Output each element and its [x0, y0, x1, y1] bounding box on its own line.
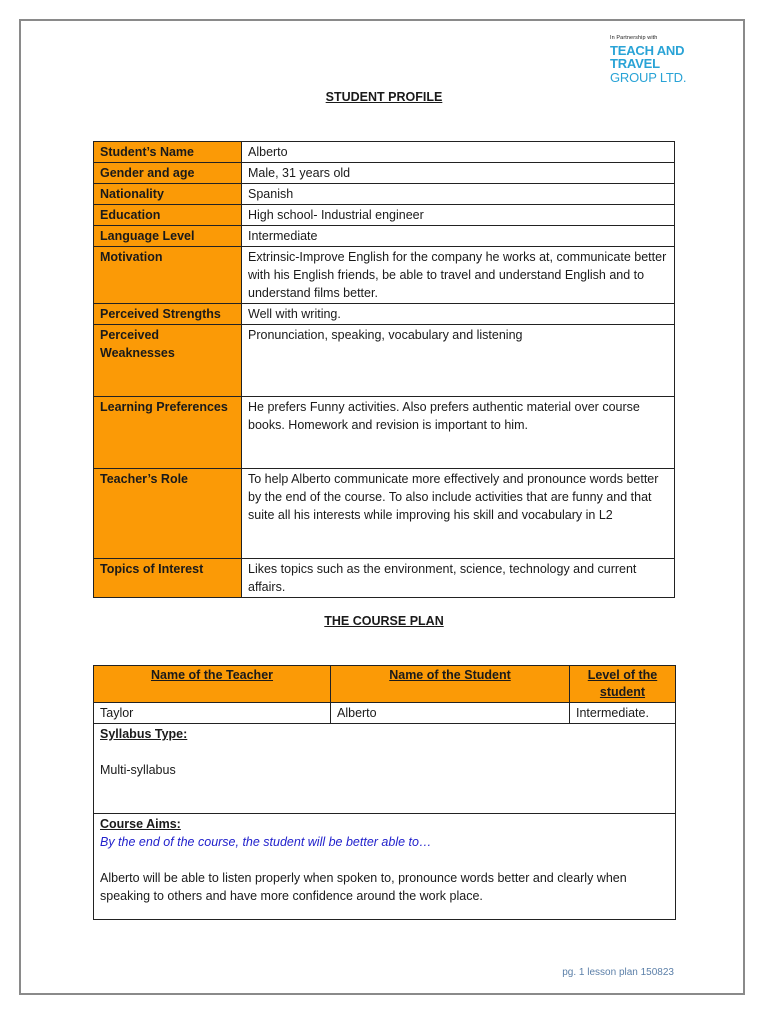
- course-plan-heading: THE COURSE PLAN: [324, 614, 444, 628]
- student-level: Intermediate.: [570, 703, 676, 724]
- table-row: [94, 304, 675, 325]
- syllabus-cell: [94, 724, 676, 814]
- table-row: [94, 142, 675, 163]
- header-level: Level of the student: [570, 666, 676, 703]
- header-teacher: Name of the Teacher: [94, 666, 331, 703]
- table-row: [94, 226, 675, 247]
- row-label: Language Level: [94, 226, 242, 247]
- student-profile-heading: STUDENT PROFILE: [325, 90, 443, 104]
- syllabus-label: Syllabus Type:: [100, 727, 188, 741]
- aims-label: Course Aims:: [100, 817, 181, 831]
- table-row: [94, 559, 675, 598]
- student-name: Alberto: [331, 703, 570, 724]
- row-label: Learning Preferences: [94, 397, 242, 469]
- syllabus-value: Multi-syllabus: [100, 763, 176, 777]
- row-value: Male, 31 years old: [242, 163, 675, 184]
- aims-cell: [94, 814, 676, 920]
- syllabus-row: [94, 724, 676, 814]
- row-label: Nationality: [94, 184, 242, 205]
- table-row: [94, 184, 675, 205]
- table-row: [94, 247, 675, 304]
- row-value: Alberto: [242, 142, 675, 163]
- table-row: [94, 469, 675, 559]
- logo-tagline: In Partnership with: [610, 35, 658, 41]
- logo-line-2: GROUP LTD.: [610, 69, 687, 85]
- partner-logo: [610, 36, 730, 84]
- table-row: [94, 397, 675, 469]
- row-label: Gender and age: [94, 163, 242, 184]
- row-value: Intermediate: [242, 226, 675, 247]
- row-value: Likes topics such as the environment, science, technology and current affairs.: [242, 559, 675, 598]
- row-value: To help Alberto communicate more effectively and pronounce words better by the end of the course. To also include activities that are funny and that suite all his interests while improving his skill and vocabulary in L2: [242, 469, 675, 559]
- row-label: Topics of Interest: [94, 559, 242, 598]
- logo-line-1: TEACH AND TRAVEL: [610, 42, 685, 71]
- table-row: [94, 205, 675, 226]
- row-label: Education: [94, 205, 242, 226]
- row-label: Perceived Strengths: [94, 304, 242, 325]
- aims-intro: By the end of the course, the student will be better able to…: [100, 835, 432, 849]
- aims-text: Alberto will be able to listen properly when spoken to, pronounce words better and clearly when speaking to others and have more confidence around the work place.: [100, 871, 627, 903]
- table-row: [94, 325, 675, 397]
- header-student: Name of the Student: [331, 666, 570, 703]
- course-plan-table: [93, 665, 676, 920]
- row-label: Teacher’s Role: [94, 469, 242, 559]
- row-label: Perceived Weaknesses: [94, 325, 242, 397]
- table-row: [94, 163, 675, 184]
- row-value: He prefers Funny activities. Also prefers authentic material over course books. Homework and revision is important to him.: [242, 397, 675, 469]
- row-value: High school- Industrial engineer: [242, 205, 675, 226]
- row-label: Motivation: [94, 247, 242, 304]
- row-value: Well with writing.: [242, 304, 675, 325]
- page-footer: pg. 1 lesson plan 150823: [562, 967, 674, 978]
- row-value: Spanish: [242, 184, 675, 205]
- aims-row: [94, 814, 676, 920]
- teacher-name: Taylor: [94, 703, 331, 724]
- row-label: Student’s Name: [94, 142, 242, 163]
- student-profile-table: [93, 141, 675, 598]
- table-header-row: [94, 666, 676, 703]
- table-row: [94, 703, 676, 724]
- row-value: Pronunciation, speaking, vocabulary and listening: [242, 325, 675, 397]
- row-value: Extrinsic-Improve English for the company he works at, communicate better with his English friends, be able to travel and understand English and to understand films better.: [242, 247, 675, 304]
